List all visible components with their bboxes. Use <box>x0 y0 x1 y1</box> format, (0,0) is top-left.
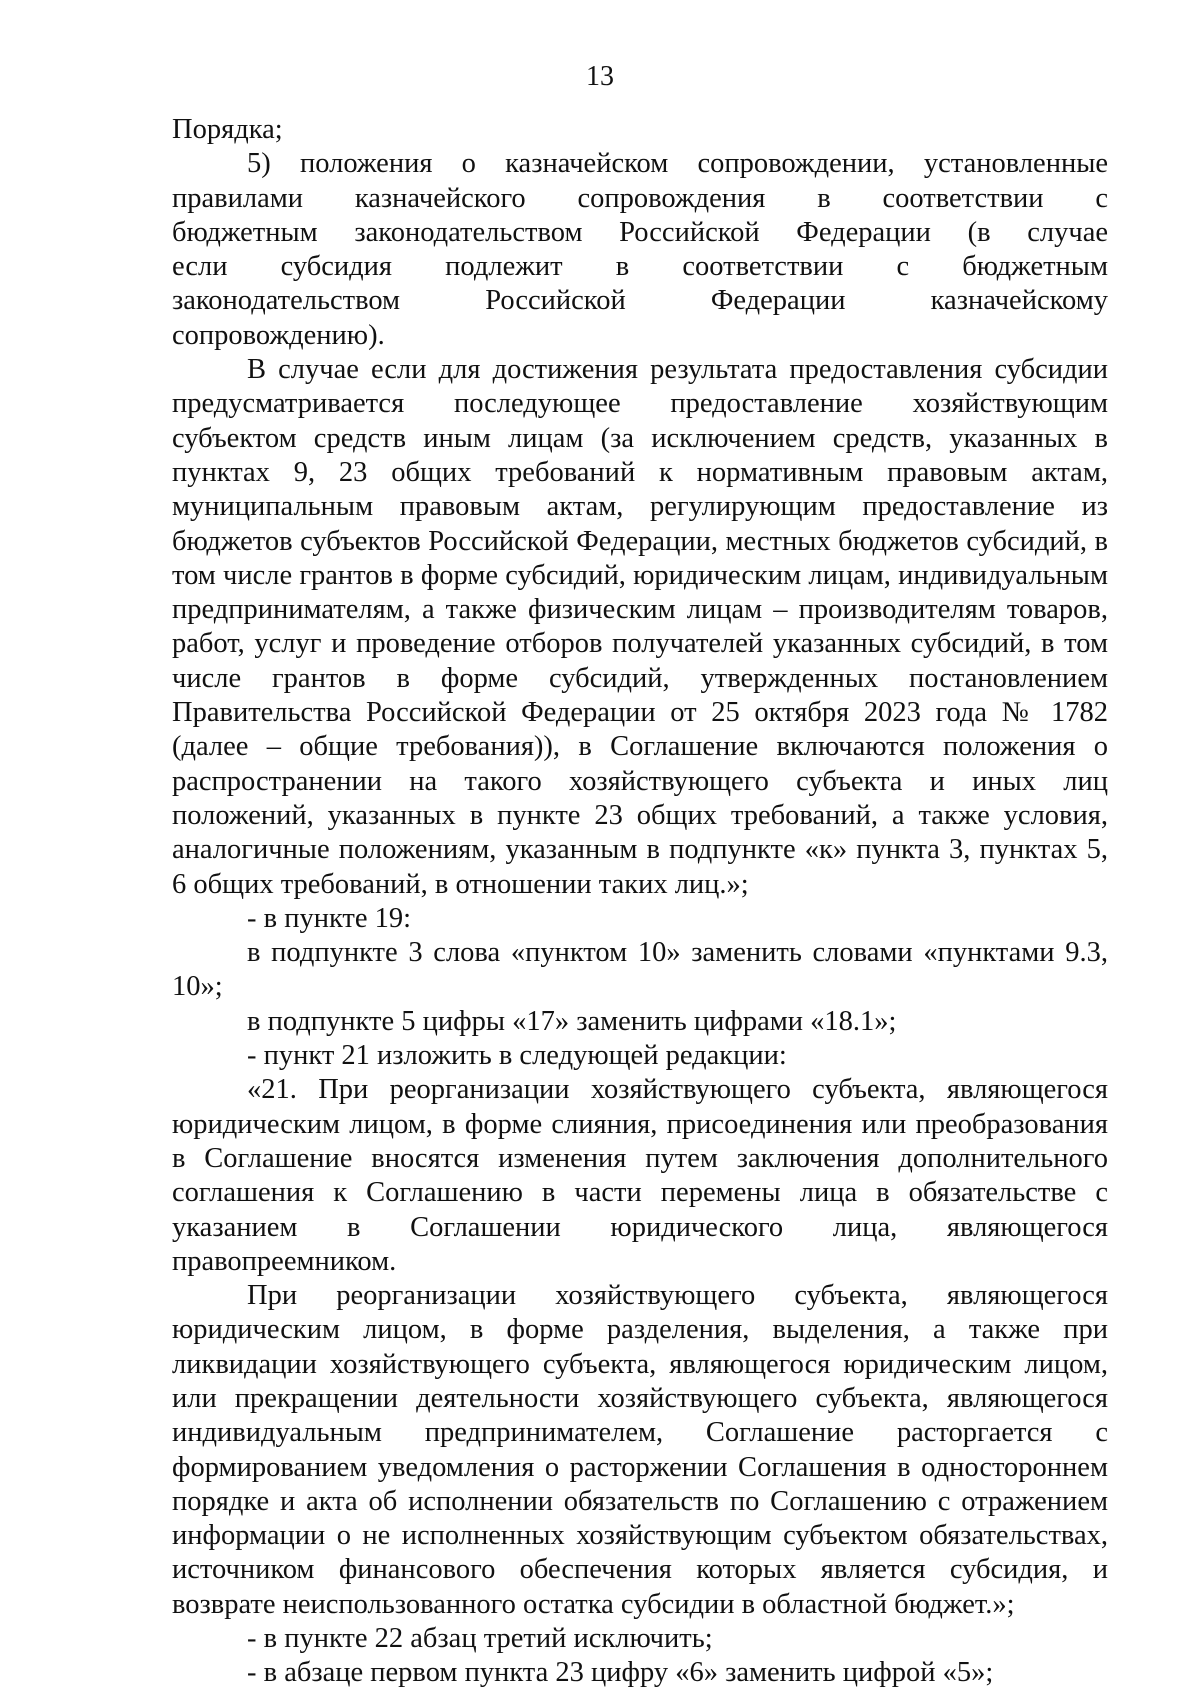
paragraph-reorganization-division: При реорганизации хозяйствующего субъекта, являющегося юридическим лицом, в форме разделения, выделения, а также при ликвидации хозяйствующего субъекта, являющегося юридическим лицом, или прекращении деятельности хозяйствующего субъекта, являющегося индивидуальным предпринимателем, Соглашение расторгается с формированием уведомления о расторжении Соглашения в одностороннем порядке и акта об исполнении обязательств по Соглашению с отражением информации о не исполненных хозяйствующим субъектом обязательствах, источником финансового обеспечения которых является субсидия, и возврате неиспользованного остатка субсидии в областной бюджет.»; <box>172 1280 1108 1620</box>
paragraph-subpoint-5: в подпункте 5 цифры «17» заменить цифрами «18.1»; <box>247 1005 897 1037</box>
paragraph-point-19: - в пункте 19: <box>247 902 412 934</box>
paragraph-subsidy-other-persons: В случае если для достижения результата предоставления субсидии предусматривается последующее предоставление хозяйствующим субъектом средств иным лицам (за исключением средств, указанных в пунктах 9, 23 общих требований к нормативным правовым актам, муниципальным правовым актам, регулирующим предоставление из бюджетов субъектов Российской Федерации, местных бюджетов субсидий, в том числе грантов в форме субсидий, юридическим лицам, индивидуальным предпринимателям, а также физическим лицам – производителям товаров, работ, услуг и проведение отборов получателей указанных субсидий, в том числе грантов в форме субсидий, утвержденных постановлением Правительства Российской Федерации от 25 октября 2023 года № 1782 (далее – общие требования)), в Соглашение включаются положения о распространении на такого хозяйствующего субъекта и иных лиц положений, указанных в пункте 23 общих требований, а также условия, аналогичные положениям, указанным в подпункте «к» пункта 3, пунктах 5, 6 общих требований, в отношении таких лиц.»; <box>172 354 1108 900</box>
paragraph-point-23: - в абзаце первом пункта 23 цифру «6» заменить цифрой «5»; <box>247 1657 994 1689</box>
page-number: 13 <box>586 61 614 92</box>
paragraph-item-5: 5) положения о казначейском сопровождении, установленные правилами казначейского сопровождения в соответствии с бюджетным законодательством Российской Федерации (в случае если субсидия подлежит в соответствии с бюджетным законодательством Российской Федерации казначейскому сопровождению). <box>172 148 1108 351</box>
document-body <box>172 113 1108 1691</box>
paragraph-reorganization-merger: «21. При реорганизации хозяйствующего субъекта, являющегося юридическим лицом, в форме слияния, присоединения или преобразования в Соглашение вносятся изменения путем заключения дополнительного соглашения к Соглашению в части перемены лица в обязательстве с указанием в Соглашении юридического лица, являющегося правопреемником. <box>172 1074 1108 1277</box>
paragraph-subpoint-3: в подпункте 3 слова «пунктом 10» заменить словами «пунктами 9.3, 10»; <box>172 937 1108 1003</box>
paragraph-point-22: - в пункте 22 абзац третий исключить; <box>247 1623 713 1655</box>
paragraph-point-21: - пункт 21 изложить в следующей редакции: <box>247 1040 787 1072</box>
paragraph-continuation: Порядка; <box>172 114 283 145</box>
